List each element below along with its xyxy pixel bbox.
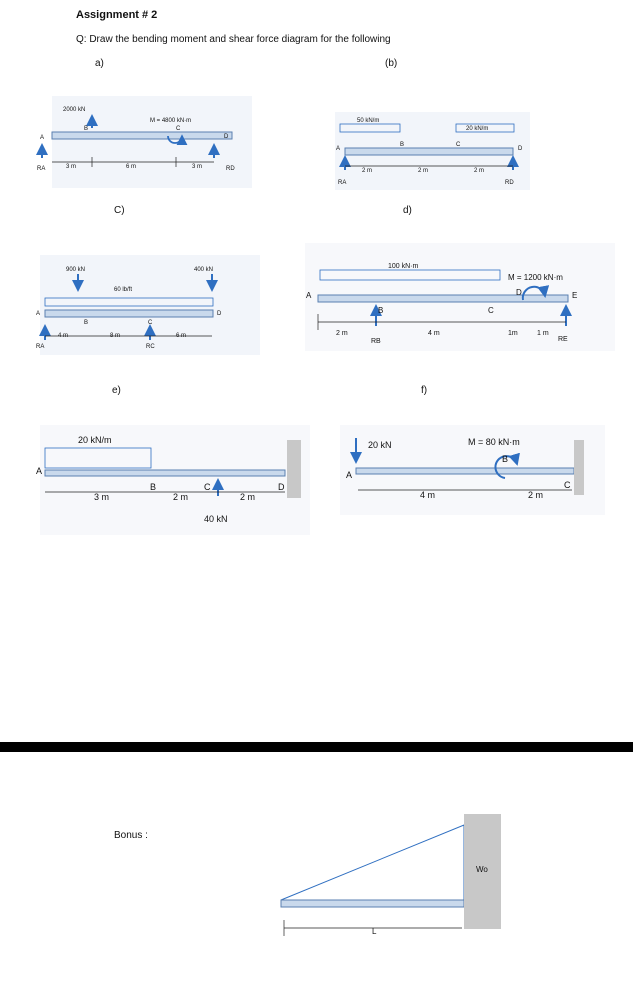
label-d: d) xyxy=(403,205,412,216)
beam-diagram-e xyxy=(36,425,310,535)
assignment-title: Assignment # 2 xyxy=(76,9,158,21)
b-point-b: B xyxy=(400,142,405,148)
label-b: (b) xyxy=(385,58,398,69)
d-reaction-b: RB xyxy=(371,338,381,345)
a-point-b: B xyxy=(84,126,89,132)
a-reaction-a: RA xyxy=(37,166,46,172)
e-load: 40 kN xyxy=(204,514,228,524)
e-span-2: 2 m xyxy=(173,492,189,502)
f-point-a: A xyxy=(346,470,353,480)
d-moment: M = 1200 kN·m xyxy=(508,273,563,282)
d-point-a: A xyxy=(306,291,312,300)
d-span-3: 1m xyxy=(508,330,518,337)
bonus-load: Wo xyxy=(476,865,488,874)
c-span-2: 8 m xyxy=(110,333,121,339)
bonus-label: Bonus : xyxy=(114,830,148,841)
f-span-1: 4 m xyxy=(420,490,436,500)
c-udl: 60 lb/ft xyxy=(114,287,133,293)
f-span-2: 2 m xyxy=(528,490,544,500)
c-point-d: D xyxy=(217,311,222,317)
a-point-d: D xyxy=(224,134,229,140)
f-load: 20 kN xyxy=(368,440,392,450)
a-load: 2000 kN xyxy=(63,107,86,113)
b-span-2: 2 m xyxy=(418,168,429,174)
b-span-3: 2 m xyxy=(474,168,485,174)
e-span-3: 2 m xyxy=(240,492,256,502)
c-span-1: 4 m xyxy=(58,333,69,339)
b-point-a: A xyxy=(336,146,341,152)
c-point-a: A xyxy=(36,311,41,317)
beam-diagram-a xyxy=(37,96,252,188)
d-reaction-e: RE xyxy=(558,336,568,343)
label-e: e) xyxy=(112,385,121,396)
a-reaction-d: RD xyxy=(226,166,235,172)
c-point-b: B xyxy=(84,320,89,326)
b-point-d: D xyxy=(518,146,523,152)
c-reaction-a: RA xyxy=(36,344,45,350)
d-point-c: C xyxy=(488,306,494,315)
label-a: a) xyxy=(95,58,104,69)
beam-diagram-f xyxy=(340,425,605,515)
a-span-2: 6 m xyxy=(126,164,137,170)
beam-diagram-b xyxy=(335,112,530,190)
b-udl-left: 50 kN/m xyxy=(357,118,380,124)
bonus-span: L xyxy=(372,927,377,936)
e-point-a: A xyxy=(36,466,43,476)
question-text: Q: Draw the bending moment and shear force diagram for the following xyxy=(76,34,391,45)
a-span-3: 3 m xyxy=(192,164,203,170)
b-reaction-d: RD xyxy=(505,180,514,186)
e-point-b: B xyxy=(150,482,157,492)
c-reaction-c: RC xyxy=(146,344,155,350)
d-span-4: 1 m xyxy=(537,330,549,337)
a-point-a: A xyxy=(40,135,45,141)
c-load-right: 400 kN xyxy=(194,267,214,273)
e-span-1: 3 m xyxy=(94,492,110,502)
d-point-b: B xyxy=(378,306,384,315)
b-udl-right: 20 kN/m xyxy=(466,126,489,132)
d-span-2: 4 m xyxy=(428,330,440,337)
bonus-diagram xyxy=(0,752,633,982)
e-udl: 20 kN/m xyxy=(78,435,112,445)
d-span-1: 2 m xyxy=(336,330,348,337)
e-point-c: C xyxy=(204,482,211,492)
a-moment: M = 4800 kN·m xyxy=(150,118,192,124)
d-point-d: D xyxy=(516,288,522,297)
beam-diagram-d xyxy=(305,243,615,351)
c-point-c: C xyxy=(148,320,153,326)
a-point-c: C xyxy=(176,126,181,132)
label-c: C) xyxy=(114,205,125,216)
c-load-left: 900 kN xyxy=(66,267,86,273)
b-point-c: C xyxy=(456,142,461,148)
b-reaction-a: RA xyxy=(338,180,347,186)
d-point-e: E xyxy=(572,291,578,300)
e-point-d: D xyxy=(278,482,285,492)
d-udl: 100 kN·m xyxy=(388,263,419,270)
page-2 xyxy=(0,752,633,982)
label-f: f) xyxy=(421,385,428,396)
a-span-1: 3 m xyxy=(66,164,77,170)
f-point-c: C xyxy=(564,480,571,490)
f-point-b: B xyxy=(502,454,509,464)
beam-diagram-c xyxy=(36,255,260,355)
b-span-1: 2 m xyxy=(362,168,373,174)
c-span-3: 6 m xyxy=(176,333,187,339)
f-moment: M = 80 kN·m xyxy=(468,437,520,447)
